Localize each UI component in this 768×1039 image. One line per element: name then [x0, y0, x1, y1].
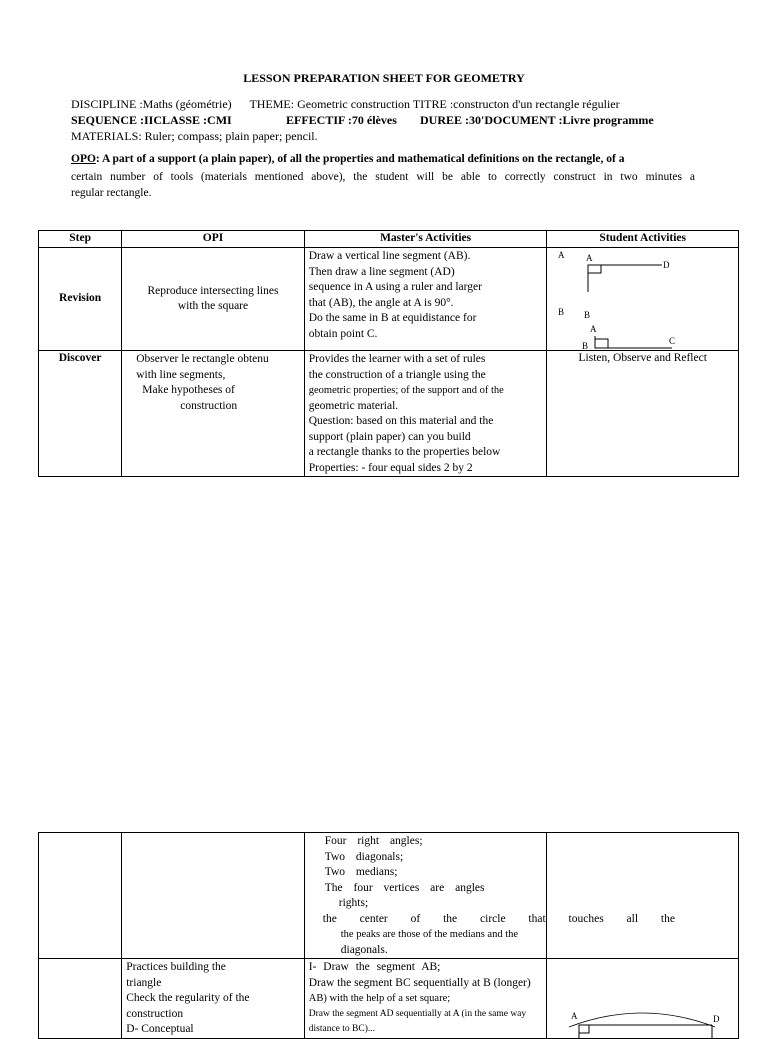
- revision-master-line: sequence in A using a ruler and larger: [308, 281, 482, 293]
- right-angle-diagram: [547, 248, 738, 351]
- property-line: the peaks are those of the medians and the: [340, 929, 519, 940]
- revision-master-line: Draw a vertical line segment (AB).: [308, 250, 471, 262]
- col-header-step: Step: [39, 231, 122, 248]
- rectangle-construction-diagram: [547, 959, 738, 1039]
- practice-master-line: distance to BC)...: [308, 1024, 375, 1034]
- revision-opi-line-2: with the square: [177, 300, 249, 312]
- sequence-line: [71, 113, 232, 128]
- opo-label: OPO: [71, 153, 96, 165]
- label-d: D: [713, 1014, 720, 1024]
- property-line: The four vertices are angles: [324, 881, 485, 894]
- label-b2: B: [584, 310, 591, 320]
- table-row-properties: [39, 833, 739, 959]
- effectif-text: EFFECTIF :70 élèves: [286, 113, 397, 127]
- discipline-text: DISCIPLINE :Maths (géométrie): [71, 97, 232, 111]
- discover-master-line: Properties: - four equal sides 2 by 2: [308, 461, 473, 474]
- property-line: the center of the circle that touches all the: [322, 912, 675, 925]
- properties-opi: [122, 833, 305, 959]
- table-row-discover: [39, 351, 739, 477]
- sequence-text: SEQUENCE :IICLASSE :CMI: [71, 113, 232, 127]
- theme-text: THEME: Geometric construction TITRE :constructon d'un rectangle régulier: [249, 97, 620, 111]
- practice-master-line: Draw the segment AD sequentially at A (in the same way: [308, 1008, 527, 1019]
- discover-master-line: the construction of a triangle using the: [308, 368, 486, 381]
- practice-master-line: I- Draw the segment AB;: [308, 961, 441, 973]
- right-angle-mark: [579, 1025, 589, 1033]
- page-title: LESSON PREPARATION SHEET FOR GEOMETRY: [243, 71, 525, 85]
- discover-master-line: geometric material.: [308, 399, 399, 412]
- discover-opi-line: construction: [180, 399, 238, 412]
- opo-line-2: certain number of tools (materials mentioned above), the student will be able to correctly construct in two minutes a: [71, 171, 695, 183]
- discover-master-line: Provides the learner with a set of rules: [308, 353, 486, 365]
- revision-master-line: Then draw a line segment (AD): [308, 265, 455, 278]
- practice-master-line: AB) with the help of a set square;: [308, 993, 451, 1004]
- label-b3: B: [582, 341, 589, 351]
- opo-text-1: : A part of a support (a plain paper), of all the properties and mathematical definitions on the rectangle, of a: [95, 153, 625, 165]
- revision-master-line: that (AB), the angle at A is 90°.: [308, 296, 454, 309]
- right-angle-mark-a: [588, 265, 601, 273]
- label-a1: A: [558, 250, 565, 260]
- lesson-table-continued: [38, 832, 739, 1039]
- duree-text: DUREE :30'DOCUMENT :Livre programme: [420, 113, 654, 127]
- discover-master-line: geometric properties; of the support and of the: [308, 385, 504, 396]
- label-a: A: [571, 1011, 578, 1021]
- practice-master-line: Draw the segment BC sequentially at B (longer): [308, 976, 531, 989]
- lesson-table: [38, 230, 739, 477]
- properties-master: [304, 833, 675, 959]
- discover-opi-line: Make hypotheses of: [142, 384, 235, 396]
- discover-opi-line: with line segments,: [136, 368, 226, 381]
- label-a3: A: [590, 324, 597, 334]
- opo-line-3: regular rectangle.: [71, 187, 152, 199]
- practice-master: [304, 959, 547, 1039]
- properties-step: [39, 833, 122, 959]
- discover-master-line: Question: based on this material and the: [308, 415, 494, 427]
- label-d: D: [663, 260, 670, 270]
- revision-step: Revision: [39, 248, 122, 351]
- practice-opi-line: construction: [126, 1007, 184, 1020]
- property-line: rights;: [338, 897, 369, 909]
- properties-student: [547, 833, 739, 959]
- opo-line-1: [71, 153, 624, 165]
- revision-master: [304, 248, 547, 351]
- col-header-master: Master's Activities: [304, 231, 547, 248]
- practice-student: [547, 959, 739, 1039]
- property-line: Two medians;: [324, 866, 398, 878]
- materials-text: MATERIALS: Ruler; compass; plain paper; pencil.: [71, 129, 318, 143]
- discover-master-line: a rectangle thanks to the properties below: [308, 446, 501, 458]
- property-line: diagonals.: [340, 943, 388, 956]
- label-a2: A: [586, 253, 593, 263]
- practice-opi-line: Check the regularity of the: [126, 992, 250, 1004]
- practice-step: [39, 959, 122, 1039]
- revision-master-line: obtain point C.: [308, 327, 378, 340]
- revision-student: [547, 248, 739, 351]
- practice-opi: [122, 959, 305, 1039]
- discover-master-line: support (plain paper) can you build: [308, 430, 471, 443]
- discover-step: Discover: [39, 351, 122, 477]
- practice-opi-line: triangle: [126, 976, 162, 989]
- col-header-opi: OPI: [122, 231, 305, 248]
- label-b1: B: [558, 307, 565, 317]
- right-angle-mark-b: [595, 339, 608, 348]
- revision-master-line: Do the same in B at equidistance for: [308, 312, 477, 324]
- practice-opi-line: D- Conceptual: [126, 1023, 194, 1035]
- col-header-student: Student Activities: [547, 231, 739, 248]
- revision-opi-line-1: Reproduce intersecting lines: [147, 284, 279, 297]
- table-row-revision: [39, 248, 739, 351]
- discover-student: Listen, Observe and Reflect: [547, 351, 739, 477]
- discover-master: [304, 351, 547, 477]
- property-line: Four right angles;: [324, 835, 423, 847]
- table-header-row: [39, 231, 739, 248]
- practice-opi-line: Practices building the: [126, 961, 226, 973]
- discipline-line: [71, 97, 620, 112]
- discover-opi-line: Observer le rectangle obtenu: [136, 353, 269, 365]
- discover-opi: [122, 351, 305, 477]
- revision-opi: [122, 248, 305, 351]
- table-row-practice: [39, 959, 739, 1039]
- label-c: C: [669, 336, 676, 346]
- property-line: Two diagonals;: [324, 850, 404, 863]
